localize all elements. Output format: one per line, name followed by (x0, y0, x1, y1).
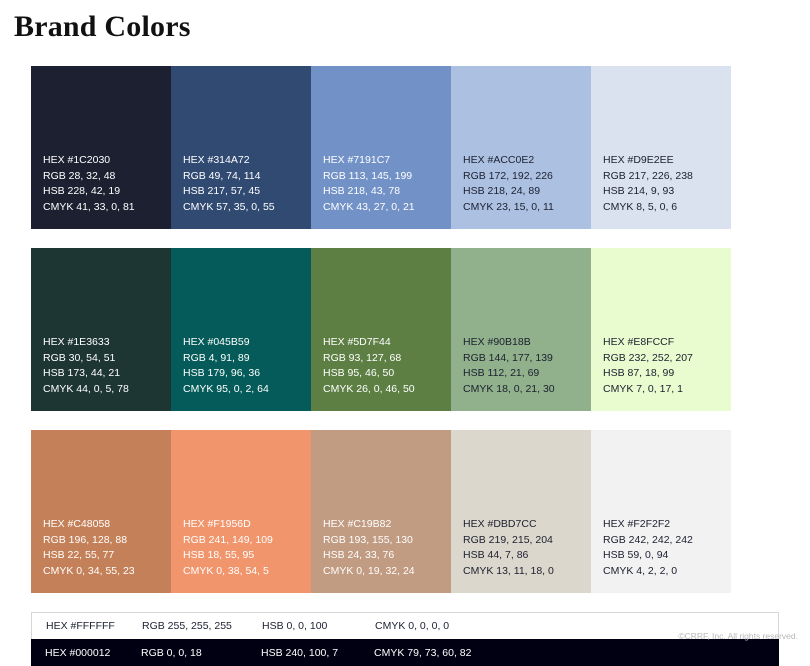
swatch-hex: HEX #C48058 (43, 518, 111, 530)
swatch-rgb: RGB 93, 127, 68 (323, 351, 402, 364)
bar-rgb: RGB 0, 0, 18 (141, 646, 202, 659)
swatch-rgb: RGB 28, 32, 48 (43, 169, 116, 182)
color-swatch[interactable] (31, 430, 171, 593)
swatch-info (43, 153, 135, 215)
swatch-rgb: RGB 30, 54, 51 (43, 351, 116, 364)
swatch-hsb: HSB 22, 55, 77 (43, 549, 115, 561)
page-title: Brand Colors (14, 10, 191, 43)
swatch-info (183, 335, 269, 397)
swatch-cmyk: CMYK 95, 0, 2, 64 (183, 382, 269, 395)
swatch-hsb: HSB 112, 21, 69 (463, 367, 540, 379)
color-swatch[interactable] (311, 66, 451, 229)
color-bar-black[interactable] (31, 639, 779, 666)
swatch-info (463, 153, 554, 215)
swatch-info (603, 517, 693, 579)
swatch-hex: HEX #045B59 (183, 336, 250, 348)
swatch-row (31, 430, 779, 593)
color-swatch[interactable] (451, 430, 591, 593)
color-swatch[interactable] (451, 248, 591, 411)
color-swatch[interactable] (31, 66, 171, 229)
swatch-hsb: HSB 228, 42, 19 (43, 185, 121, 197)
swatch-cmyk: CMYK 57, 35, 0, 55 (183, 200, 275, 213)
swatch-hsb: HSB 217, 57, 45 (183, 185, 261, 197)
swatch-hex: HEX #7191C7 (323, 154, 391, 166)
swatch-cmyk: CMYK 44, 0, 5, 78 (43, 382, 129, 395)
swatch-info (603, 335, 693, 397)
swatch-cmyk: CMYK 0, 19, 32, 24 (323, 564, 415, 577)
swatch-info (43, 517, 135, 579)
color-swatch[interactable] (311, 248, 451, 411)
bar-cmyk: CMYK 0, 0, 0, 0 (375, 620, 450, 632)
color-swatch[interactable] (451, 66, 591, 229)
swatch-hsb: HSB 44, 7, 86 (463, 549, 529, 561)
color-swatch[interactable] (171, 66, 311, 229)
swatch-info (603, 153, 693, 215)
swatch-info (183, 153, 275, 215)
swatch-rgb: RGB 4, 91, 89 (183, 351, 250, 364)
swatch-hsb: HSB 87, 18, 99 (603, 367, 675, 379)
swatch-cmyk: CMYK 4, 2, 2, 0 (603, 564, 678, 577)
swatch-hsb: HSB 95, 46, 50 (323, 367, 395, 379)
swatch-info (323, 517, 415, 579)
swatch-cmyk: CMYK 41, 33, 0, 81 (43, 200, 135, 213)
bar-hsb: HSB 240, 100, 7 (261, 646, 339, 659)
swatch-cmyk: CMYK 0, 34, 55, 23 (43, 564, 135, 577)
swatch-hex: HEX #D9E2EE (603, 154, 674, 166)
swatch-hsb: HSB 179, 96, 36 (183, 367, 261, 379)
bar-hsb: HSB 0, 0, 100 (262, 620, 328, 632)
swatch-hsb: HSB 214, 9, 93 (603, 185, 675, 197)
swatch-hsb: HSB 173, 44, 21 (43, 367, 121, 379)
swatch-rgb: RGB 196, 128, 88 (43, 533, 128, 546)
swatch-hex: HEX #F1956D (183, 518, 251, 530)
swatch-rgb: RGB 172, 192, 226 (463, 169, 553, 182)
swatch-cmyk: CMYK 26, 0, 46, 50 (323, 382, 415, 395)
color-swatch[interactable] (591, 430, 731, 593)
color-swatch-grid (31, 66, 779, 666)
copyright-footer: ©CRRF, Inc. All rights reserved. (678, 631, 798, 641)
bar-hex: HEX #000012 (45, 646, 111, 659)
swatch-hex: HEX #5D7F44 (323, 336, 391, 348)
swatch-rgb: RGB 113, 145, 199 (323, 169, 413, 182)
swatch-cmyk: CMYK 43, 27, 0, 21 (323, 200, 415, 213)
swatch-rgb: RGB 219, 215, 204 (463, 533, 553, 546)
swatch-cmyk: CMYK 23, 15, 0, 11 (463, 200, 554, 213)
swatch-hsb: HSB 218, 24, 89 (463, 185, 541, 197)
swatch-hsb: HSB 18, 55, 95 (183, 549, 255, 561)
color-swatch[interactable] (311, 430, 451, 593)
swatch-hsb: HSB 59, 0, 94 (603, 549, 669, 561)
color-swatch[interactable] (591, 66, 731, 229)
swatch-hsb: HSB 24, 33, 76 (323, 549, 395, 561)
bar-rgb: RGB 255, 255, 255 (142, 620, 232, 632)
color-swatch[interactable] (171, 248, 311, 411)
swatch-cmyk: CMYK 18, 0, 21, 30 (463, 382, 555, 395)
swatch-cmyk: CMYK 7, 0, 17, 1 (603, 382, 683, 395)
swatch-info (183, 517, 273, 579)
color-swatch[interactable] (591, 248, 731, 411)
swatch-info (323, 153, 415, 215)
swatch-hex: HEX #C19B82 (323, 518, 392, 530)
swatch-rgb: RGB 242, 242, 242 (603, 533, 693, 546)
color-swatch[interactable] (171, 430, 311, 593)
swatch-hsb: HSB 218, 43, 78 (323, 185, 401, 197)
swatch-rgb: RGB 144, 177, 139 (463, 351, 553, 364)
swatch-hex: HEX #DBD7CC (463, 518, 537, 530)
swatch-info (463, 335, 555, 397)
swatch-cmyk: CMYK 13, 11, 18, 0 (463, 564, 554, 577)
swatch-row (31, 66, 779, 229)
bar-cmyk: CMYK 79, 73, 60, 82 (374, 646, 472, 659)
swatch-cmyk: CMYK 8, 5, 0, 6 (603, 200, 678, 213)
swatch-hex: HEX #1E3633 (43, 336, 110, 348)
swatch-rgb: RGB 232, 252, 207 (603, 351, 693, 364)
swatch-rgb: RGB 241, 149, 109 (183, 533, 273, 546)
swatch-row (31, 248, 779, 411)
swatch-hex: HEX #314A72 (183, 154, 250, 166)
swatch-hex: HEX #ACC0E2 (463, 154, 535, 166)
swatch-rgb: RGB 193, 155, 130 (323, 533, 413, 546)
swatch-hex: HEX #E8FCCF (603, 336, 675, 348)
swatch-hex: HEX #F2F2F2 (603, 518, 671, 530)
swatch-info (323, 335, 415, 397)
color-swatch[interactable] (31, 248, 171, 411)
swatch-rgb: RGB 217, 226, 238 (603, 169, 693, 182)
swatch-hex: HEX #90B18B (463, 336, 531, 348)
swatch-rgb: RGB 49, 74, 114 (183, 169, 261, 182)
bar-hex: HEX #FFFFFF (46, 620, 115, 632)
color-bar-white[interactable] (31, 612, 779, 639)
swatch-info (463, 517, 554, 579)
swatch-info (43, 335, 129, 397)
swatch-cmyk: CMYK 0, 38, 54, 5 (183, 564, 269, 577)
swatch-hex: HEX #1C2030 (43, 154, 111, 166)
